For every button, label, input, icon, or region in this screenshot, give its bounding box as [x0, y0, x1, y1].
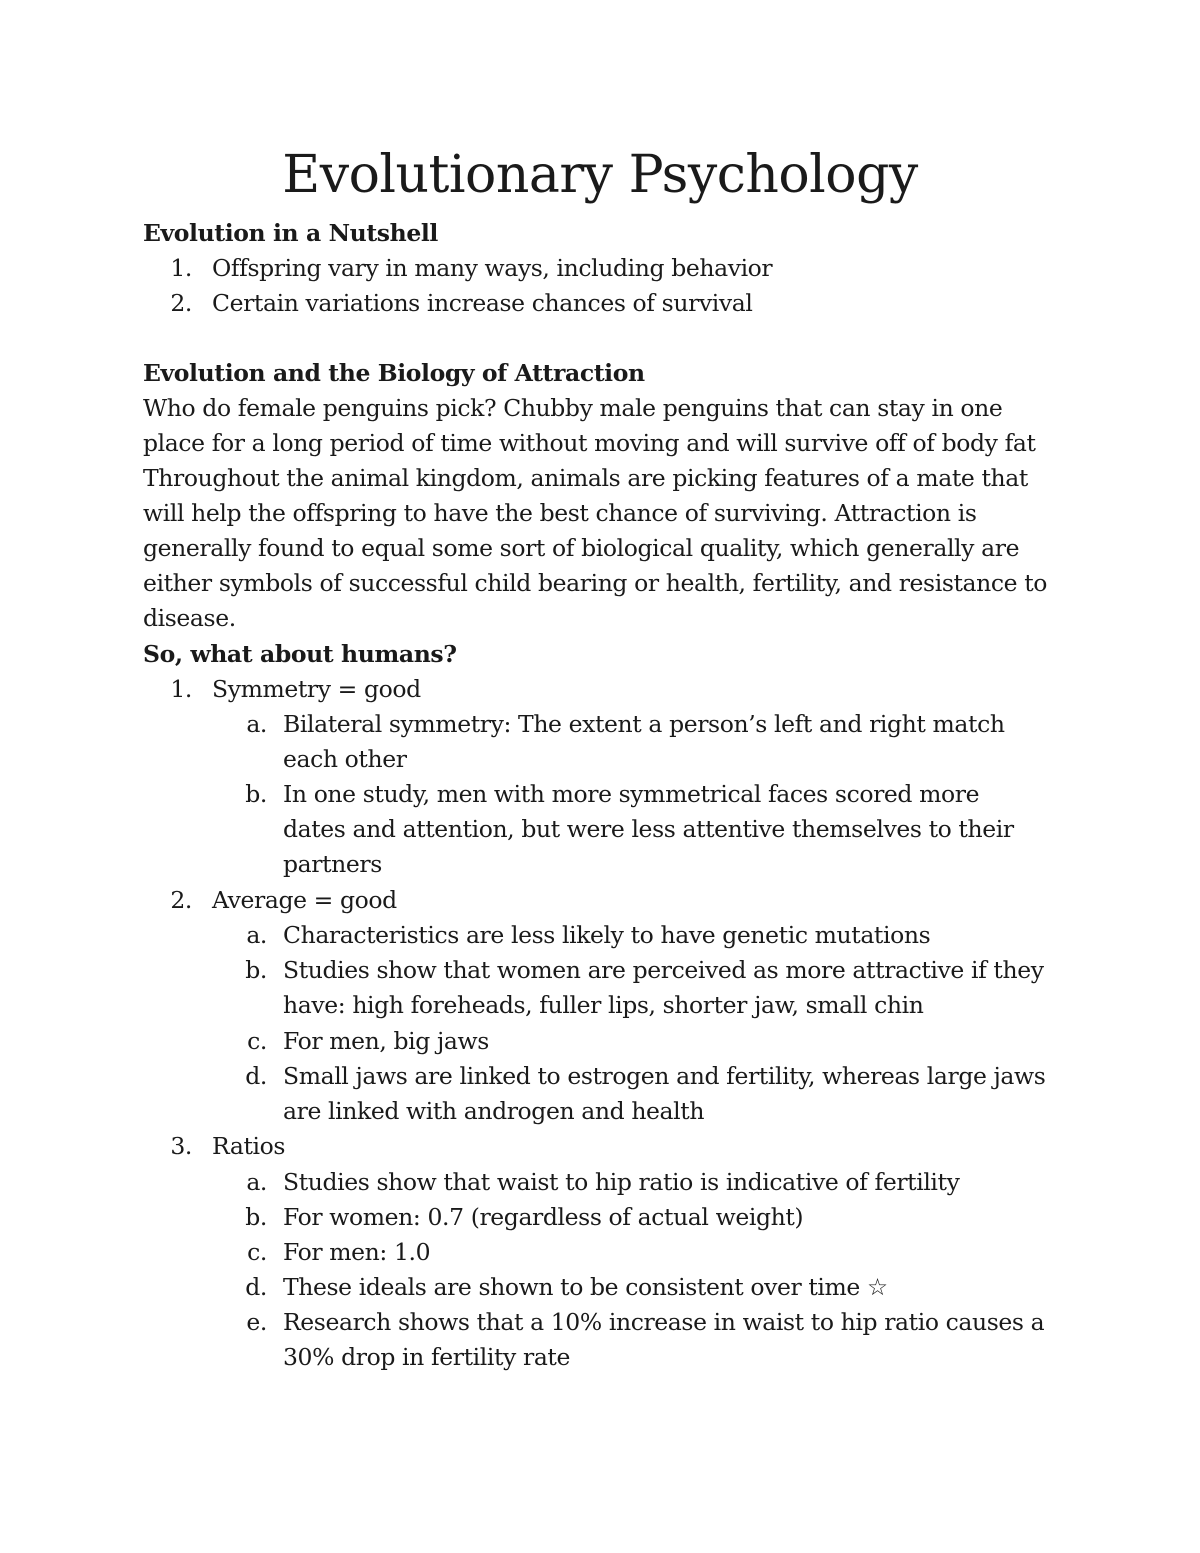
list-item-text: Certain variations increase chances of survival — [212, 289, 753, 317]
paragraph-line: Throughout the animal kingdom, animals are picking features of a mate that — [143, 464, 1028, 492]
paragraph-line: generally found to equal some sort of biological quality, which generally are — [143, 534, 1020, 562]
sub-list-marker: d. — [245, 1062, 267, 1090]
list-item-text: Average = good — [212, 886, 397, 914]
sub-list-marker: c. — [247, 1238, 267, 1266]
sub-list-item-text: have: high foreheads, fuller lips, shorter jaw, small chin — [283, 991, 924, 1019]
sub-list-marker: e. — [246, 1308, 267, 1336]
sub-list-item-text: In one study, men with more symmetrical faces scored more — [283, 780, 980, 808]
sub-list-item-text: Small jaws are linked to estrogen and fertility, whereas large jaws — [283, 1062, 1046, 1090]
list-marker: 3. — [170, 1132, 192, 1160]
paragraph-line: Who do female penguins pick? Chubby male penguins that can stay in one — [143, 394, 1003, 422]
list-marker: 1. — [170, 254, 192, 282]
sub-list-marker: a. — [246, 1168, 267, 1196]
section-heading-evolution-nutshell: Evolution in a Nutshell — [143, 219, 438, 247]
list-item-text: Ratios — [212, 1132, 286, 1160]
sub-list-marker: a. — [246, 921, 267, 949]
list-item-text: Offspring vary in many ways, including behavior — [212, 254, 773, 282]
sub-list-item-text: Studies show that waist to hip ratio is indicative of fertility — [283, 1168, 960, 1196]
paragraph-line: disease. — [143, 604, 236, 632]
sub-list-marker: b. — [245, 1203, 267, 1231]
sub-list-marker: c. — [247, 1027, 267, 1055]
sub-list-marker: d. — [245, 1273, 267, 1301]
sub-list-item-text: 30% drop in fertility rate — [283, 1343, 570, 1371]
sub-list-item-text: are linked with androgen and health — [283, 1097, 705, 1125]
sub-list-item-text: each other — [283, 745, 407, 773]
sub-list-item-text: Studies show that women are perceived as more attractive if they — [283, 956, 1044, 984]
sub-list-item-text: dates and attention, but were less attentive themselves to their — [283, 815, 1014, 843]
sub-list-item-text: Characteristics are less likely to have genetic mutations — [283, 921, 931, 949]
sub-list-item-text: Research shows that a 10% increase in waist to hip ratio causes a — [283, 1308, 1045, 1336]
list-marker: 2. — [170, 289, 192, 317]
sub-list-item-text: For women: 0.7 (regardless of actual weight) — [283, 1203, 804, 1231]
section-heading-biology-of-attraction: Evolution and the Biology of Attraction — [143, 359, 645, 387]
paragraph-line: either symbols of successful child bearing or health, fertility, and resistance to — [143, 569, 1048, 597]
sub-list-item-text: For men: 1.0 — [283, 1238, 431, 1266]
sub-list-marker: a. — [246, 710, 267, 738]
paragraph-line: will help the offspring to have the best chance of surviving. Attraction is — [143, 499, 977, 527]
list-marker: 1. — [170, 675, 192, 703]
sub-list-item-text: For men, big jaws — [283, 1027, 489, 1055]
sub-list-item-text: These ideals are shown to be consistent over time ☆ — [283, 1273, 888, 1301]
sub-list-marker: b. — [245, 956, 267, 984]
sub-list-marker: b. — [245, 780, 267, 808]
list-marker: 2. — [170, 886, 192, 914]
sub-list-item-text: Bilateral symmetry: The extent a person’s left and right match — [283, 710, 1005, 738]
paragraph-line: place for a long period of time without moving and will survive off of body fat — [143, 429, 1036, 457]
document-title: Evolutionary Psychology — [282, 145, 918, 205]
list-item-text: Symmetry = good — [212, 675, 421, 703]
sub-list-item-text: partners — [283, 850, 382, 878]
section-heading-humans: So, what about humans? — [143, 640, 457, 668]
